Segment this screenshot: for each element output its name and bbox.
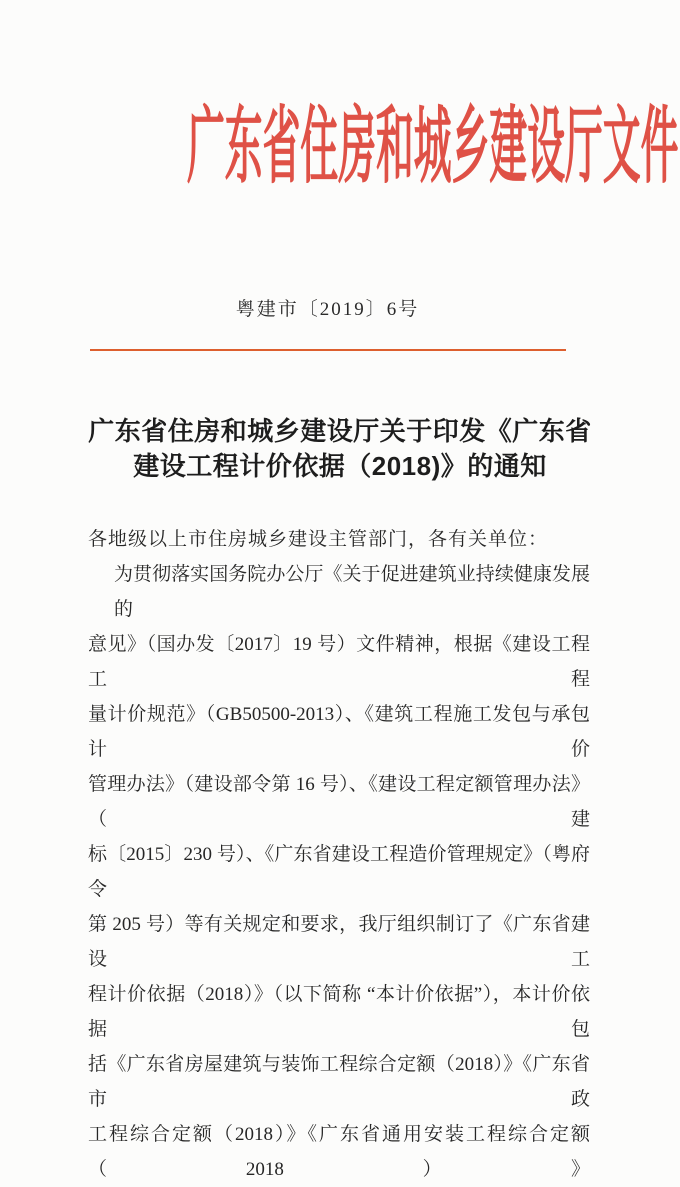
red-separator-line [90,349,566,351]
document-title-line2: 建设工程计价依据（2018)》的通知 [133,451,547,481]
body-line: 工程综合定额（2018）》《广东省通用安装工程综合定额（2018）》 [88,1124,590,1180]
body-line: 意见》（国办发〔2017〕19 号）文件精神，根据《建设工程工程 [88,634,590,690]
letterhead-title: 广东省住房和城乡建设厅文件 [187,101,679,194]
document-body [88,522,590,1187]
body-line: 第 205 号）等有关规定和要求，我厅组织制订了《广东省建设工 [88,914,590,970]
document-number: 粤建市〔2019〕6号 [235,299,420,320]
body-salutation: 各地级以上市住房城乡建设主管部门，各有关单位： [88,529,549,550]
body-line: 标〔2015〕230 号）、《广东省建设工程造价管理规定》（粤府令 [88,844,590,900]
body-line: 管理办法》（建设部令第 16 号）、《建设工程定额管理办法》（建 [88,774,590,830]
document-title-line1: 广东省住房和城乡建设厅关于印发《广东省 [88,416,592,446]
body-line: 程计价依据（2018）》（以下简称 “本计价依据”），本计价依据包 [88,984,590,1040]
body-line: 为贯彻落实国务院办公厅《关于促进建筑业持续健康发展的 [114,564,590,620]
body-line: 括《广东省房屋建筑与装饰工程综合定额（2018）》《广东省市政 [88,1054,590,1110]
body-line: 量计价规范》（GB50500-2013）、《建筑工程施工发包与承包计价 [88,704,590,760]
document-title [0,414,680,484]
